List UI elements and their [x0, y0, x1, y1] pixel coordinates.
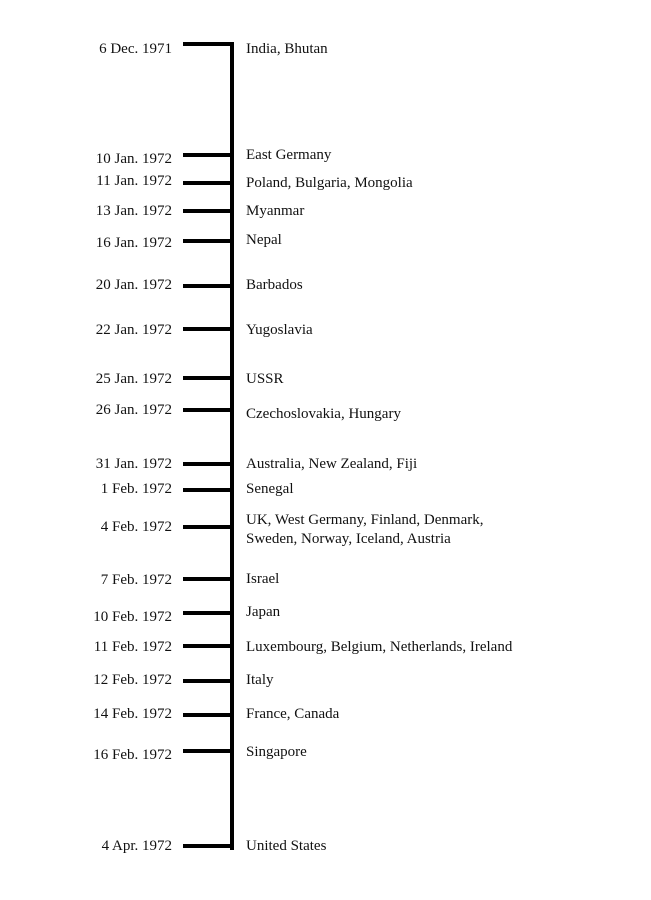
timeline-tick: [183, 181, 230, 185]
event-date-label: 1 Feb. 1972: [100, 481, 172, 497]
timeline-tick: [183, 525, 230, 529]
event-countries-label: India, Bhutan: [246, 41, 328, 57]
event-date-label: 11 Jan. 1972: [96, 173, 172, 189]
timeline-tick: [183, 209, 230, 213]
event-date-label: 31 Jan. 1972: [95, 456, 172, 472]
timeline-tick: [183, 679, 230, 683]
event-countries-label: Myanmar: [246, 203, 305, 219]
timeline-tick: [183, 327, 230, 331]
event-countries-label: Barbados: [246, 277, 303, 293]
timeline-tick: [183, 844, 234, 848]
event-countries-label: Luxembourg, Belgium, Netherlands, Ireland: [246, 639, 513, 655]
timeline-tick: [183, 408, 230, 412]
event-date-label: 16 Feb. 1972: [93, 747, 172, 763]
event-date-label: 26 Jan. 1972: [95, 402, 172, 418]
timeline-tick: [183, 611, 230, 615]
event-date-label: 20 Jan. 1972: [95, 277, 172, 293]
event-date-label: 4 Feb. 1972: [100, 519, 172, 535]
event-date-label: 11 Feb. 1972: [93, 639, 172, 655]
timeline-tick: [183, 42, 234, 46]
event-date-label: 10 Jan. 1972: [95, 151, 172, 167]
event-countries-label: Japan: [246, 604, 281, 620]
event-countries-label: Poland, Bulgaria, Mongolia: [246, 175, 413, 191]
event-countries-label: Israel: [246, 571, 280, 587]
timeline-axis: [230, 43, 234, 850]
event-countries-label: Singapore: [246, 744, 307, 760]
timeline-tick: [183, 577, 230, 581]
event-date-label: 25 Jan. 1972: [95, 371, 172, 387]
timeline-tick: [183, 153, 230, 157]
timeline-tick: [183, 749, 230, 753]
timeline-tick: [183, 284, 230, 288]
event-countries-label: United States: [246, 838, 327, 854]
event-countries-label: USSR: [246, 371, 284, 387]
timeline-tick: [183, 462, 230, 466]
timeline-tick: [183, 488, 230, 492]
event-date-label: 10 Feb. 1972: [93, 609, 172, 625]
event-date-label: 12 Feb. 1972: [93, 672, 172, 688]
event-countries-label: Czechoslovakia, Hungary: [246, 406, 401, 422]
event-countries-label: Yugoslavia: [246, 322, 313, 338]
event-date-label: 14 Feb. 1972: [93, 706, 172, 722]
timeline-tick: [183, 376, 230, 380]
event-date-label: 22 Jan. 1972: [95, 322, 172, 338]
event-date-label: 4 Apr. 1972: [101, 838, 172, 854]
event-countries-label: UK, West Germany, Finland, Denmark, Sweden, Norway, Iceland, Austria: [246, 512, 484, 547]
timeline-tick: [183, 644, 230, 648]
event-date-label: 7 Feb. 1972: [100, 572, 172, 588]
event-countries-label: Italy: [246, 672, 274, 688]
event-date-label: 13 Jan. 1972: [95, 203, 172, 219]
timeline-tick: [183, 239, 230, 243]
event-countries-label: Australia, New Zealand, Fiji: [246, 456, 418, 472]
event-countries-label: Senegal: [246, 481, 294, 497]
event-countries-label: East Germany: [246, 147, 332, 163]
event-date-label: 16 Jan. 1972: [95, 235, 172, 251]
timeline-tick: [183, 713, 230, 717]
event-countries-label: Nepal: [246, 232, 282, 248]
event-date-label: 6 Dec. 1971: [99, 41, 172, 57]
event-countries-label: France, Canada: [246, 706, 340, 722]
